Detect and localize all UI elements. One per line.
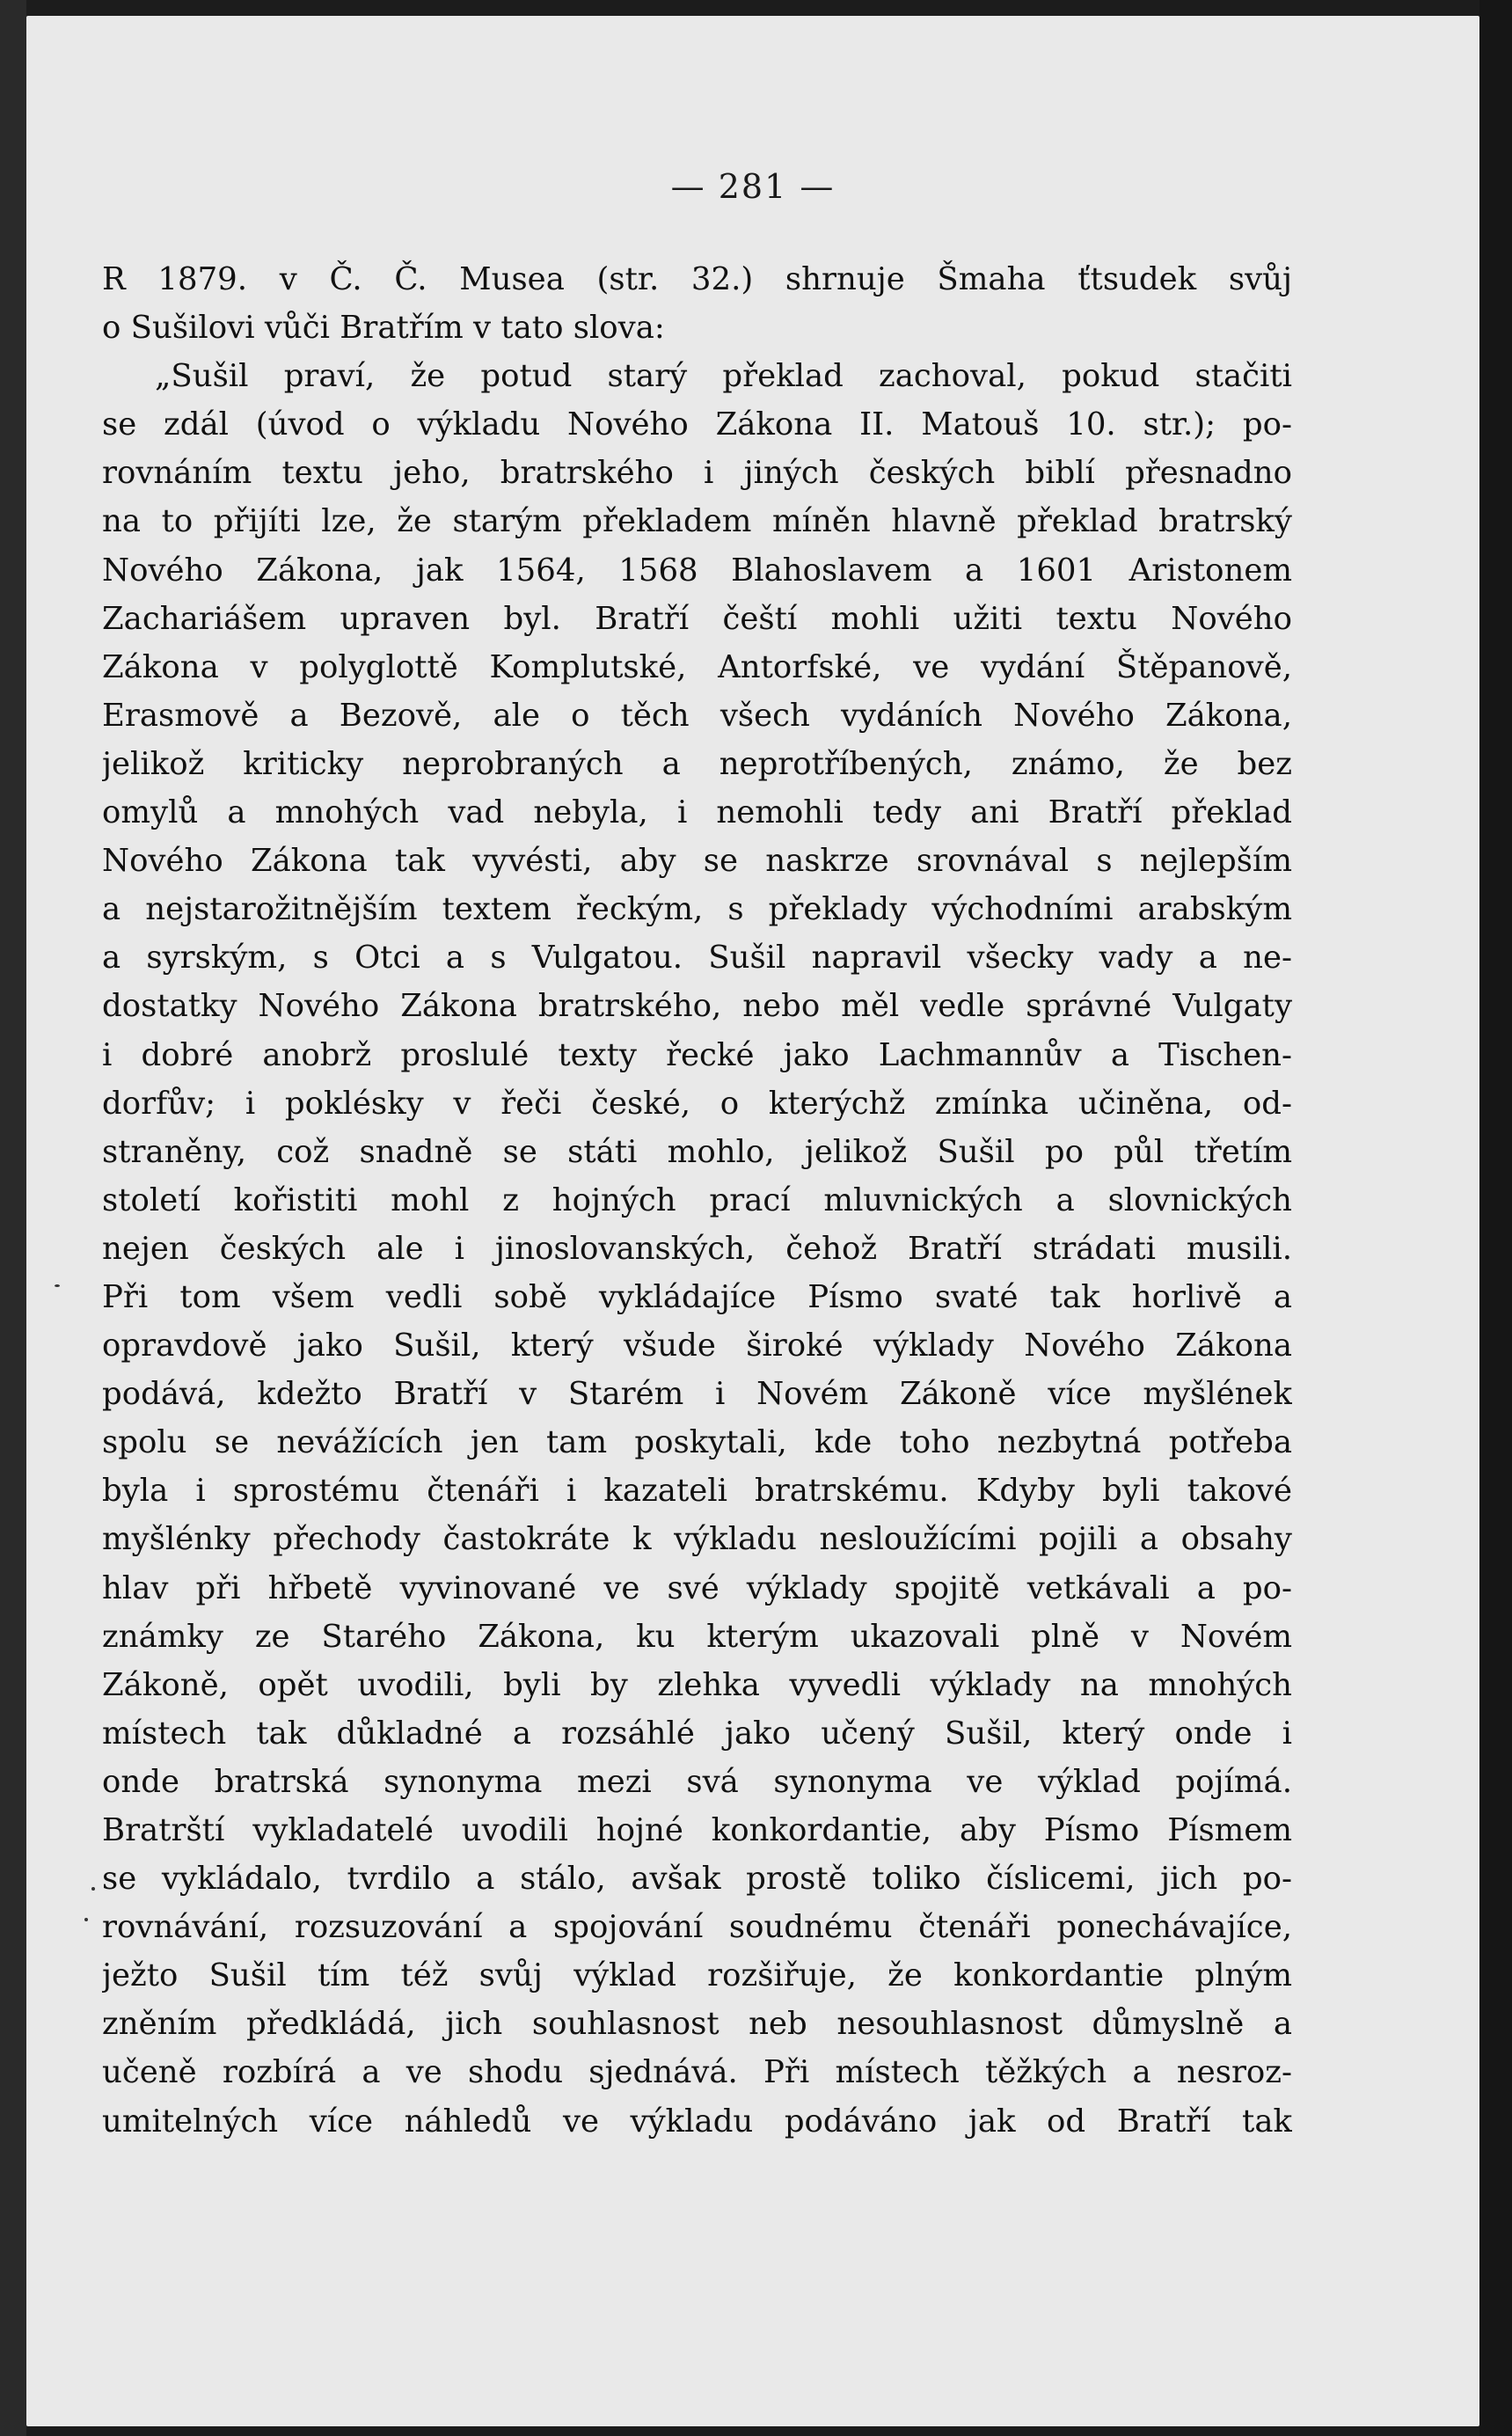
text-line: století kořistiti mohl z hojných prací mluvnických a slovnických xyxy=(102,1181,1292,1218)
text-line: jelikož kriticky neprobraných a neprotříbených, známo, že bez xyxy=(102,745,1292,782)
text-line: a nejstarožitnějším textem řeckým, s překlady východními arabským xyxy=(102,891,1292,928)
text-line: byla i sprostému čtenáři i kazateli bratrskému. Kdyby byli takové xyxy=(102,1473,1292,1510)
text-line: se zdál (úvod o výkladu Nového Zákona II. Matouš 10. str.); po- xyxy=(102,406,1292,443)
text-line: o Sušilovi vůči Bratřím v tato slova: xyxy=(102,310,665,347)
scan-speck xyxy=(91,1887,95,1891)
text-line: Nového Zákona, jak 1564, 1568 Blahoslavem a 1601 Aristonem xyxy=(102,552,1292,589)
text-line: nejen českých ale i jinoslovanských, čehož Bratří strádati musili. xyxy=(102,1230,1292,1267)
scan-speck xyxy=(84,1918,88,1921)
text-line: Při tom všem vedli sobě vykládajíce Písmo svaté tak horlivě a xyxy=(102,1278,1292,1315)
text-line: omylů a mnohých vad nebyla, i nemohli tedy ani Bratří překlad xyxy=(102,794,1292,831)
text-line: podává, kdežto Bratří v Starém i Novém Zákoně více myšlének xyxy=(102,1376,1292,1413)
text-line: i dobré anobrž proslulé texty řecké jako Lachmannův a Tischen- xyxy=(102,1036,1292,1073)
text-line: místech tak důkladné a rozsáhlé jako učený Sušil, který onde i xyxy=(102,1715,1292,1752)
text-line: známky ze Starého Zákona, ku kterým ukazovali plně v Novém xyxy=(102,1618,1292,1655)
text-line: umitelných více náhledů ve výkladu podáváno jak od Bratří tak xyxy=(102,2103,1292,2140)
body-text xyxy=(102,255,1292,2146)
text-line: Bratrští vykladatelé uvodili hojné konkordantie, aby Písmo Písmem xyxy=(102,1812,1292,1848)
text-line: opravdově jako Sušil, který všude široké výklady Nového Zákona xyxy=(102,1328,1292,1364)
text-line: a syrským, s Otci a s Vulgatou. Sušil napravil všecky vady a ne- xyxy=(102,940,1292,977)
text-line: rovnáním textu jeho, bratrského i jiných českých biblí přesnadno xyxy=(102,455,1292,492)
text-line: Zachariášem upraven byl. Bratří čeští mohli užiti textu Nového xyxy=(102,600,1292,637)
scan-right-edge xyxy=(1479,0,1512,2436)
text-line: se vykládalo, tvrdilo a stálo, avšak prostě toliko číslicemi, jich po- xyxy=(102,1861,1292,1898)
text-line: R 1879. v Č. Č. Musea (str. 32.) shrnuje Šmaha ťtsudek svůj xyxy=(102,261,1292,297)
text-line: Zákoně, opět uvodili, byli by zlehka vyvedli výklady na mnohých xyxy=(102,1666,1292,1703)
text-line: „Sušil praví, že potud starý překlad zachoval, pokud stačiti xyxy=(155,358,1292,395)
text-line: na to přijíti lze, že starým překladem míněn hlavně překlad bratrský xyxy=(102,503,1292,540)
text-line: zněním předkládá, jich souhlasnost neb nesouhlasnost důmyslně a xyxy=(102,2006,1292,2043)
text-line: onde bratrská synonyma mezi svá synonyma ve výklad pojímá. xyxy=(102,1763,1292,1800)
text-line: ježto Sušil tím též svůj výklad rozšiřuje, že konkordantie plným xyxy=(102,1957,1292,1994)
text-line: Zákona v polyglottě Komplutské, Antorfské, ve vydání Štěpanově, xyxy=(102,648,1292,685)
page-number-header: — 281 — xyxy=(670,167,836,206)
scan-left-edge xyxy=(0,0,26,2436)
scan-speck xyxy=(55,1284,60,1287)
text-line: dostatky Nového Zákona bratrského, nebo měl vedle správné Vulgaty xyxy=(102,988,1292,1025)
text-line: spolu se nevážících jen tam poskytali, kde toho nezbytná potřeba xyxy=(102,1424,1292,1461)
text-line: učeně rozbírá a ve shodu sjednává. Při místech těžkých a nesroz- xyxy=(102,2054,1292,2091)
text-line: hlav při hřbetě vyvinované ve své výklady spojitě vetkávali a po- xyxy=(102,1569,1292,1606)
text-line: straněny, což snadně se státi mohlo, jelikož Sušil po půl třetím xyxy=(102,1133,1292,1170)
text-line: Erasmově a Bezově, ale o těch všech vydáních Nového Zákona, xyxy=(102,697,1292,734)
text-line: Nového Zákona tak vyvésti, aby se naskrze srovnával s nejlepším xyxy=(102,843,1292,880)
text-line: dorfův; i poklésky v řeči české, o kterýchž zmínka učiněna, od- xyxy=(102,1085,1292,1122)
text-line: myšlénky přechody častokráte k výkladu nesloužícími pojili a obsahy xyxy=(102,1521,1292,1558)
text-line: rovnávání, rozsuzování a spojování soudnému čtenáři ponechávajíce, xyxy=(102,1909,1292,1946)
